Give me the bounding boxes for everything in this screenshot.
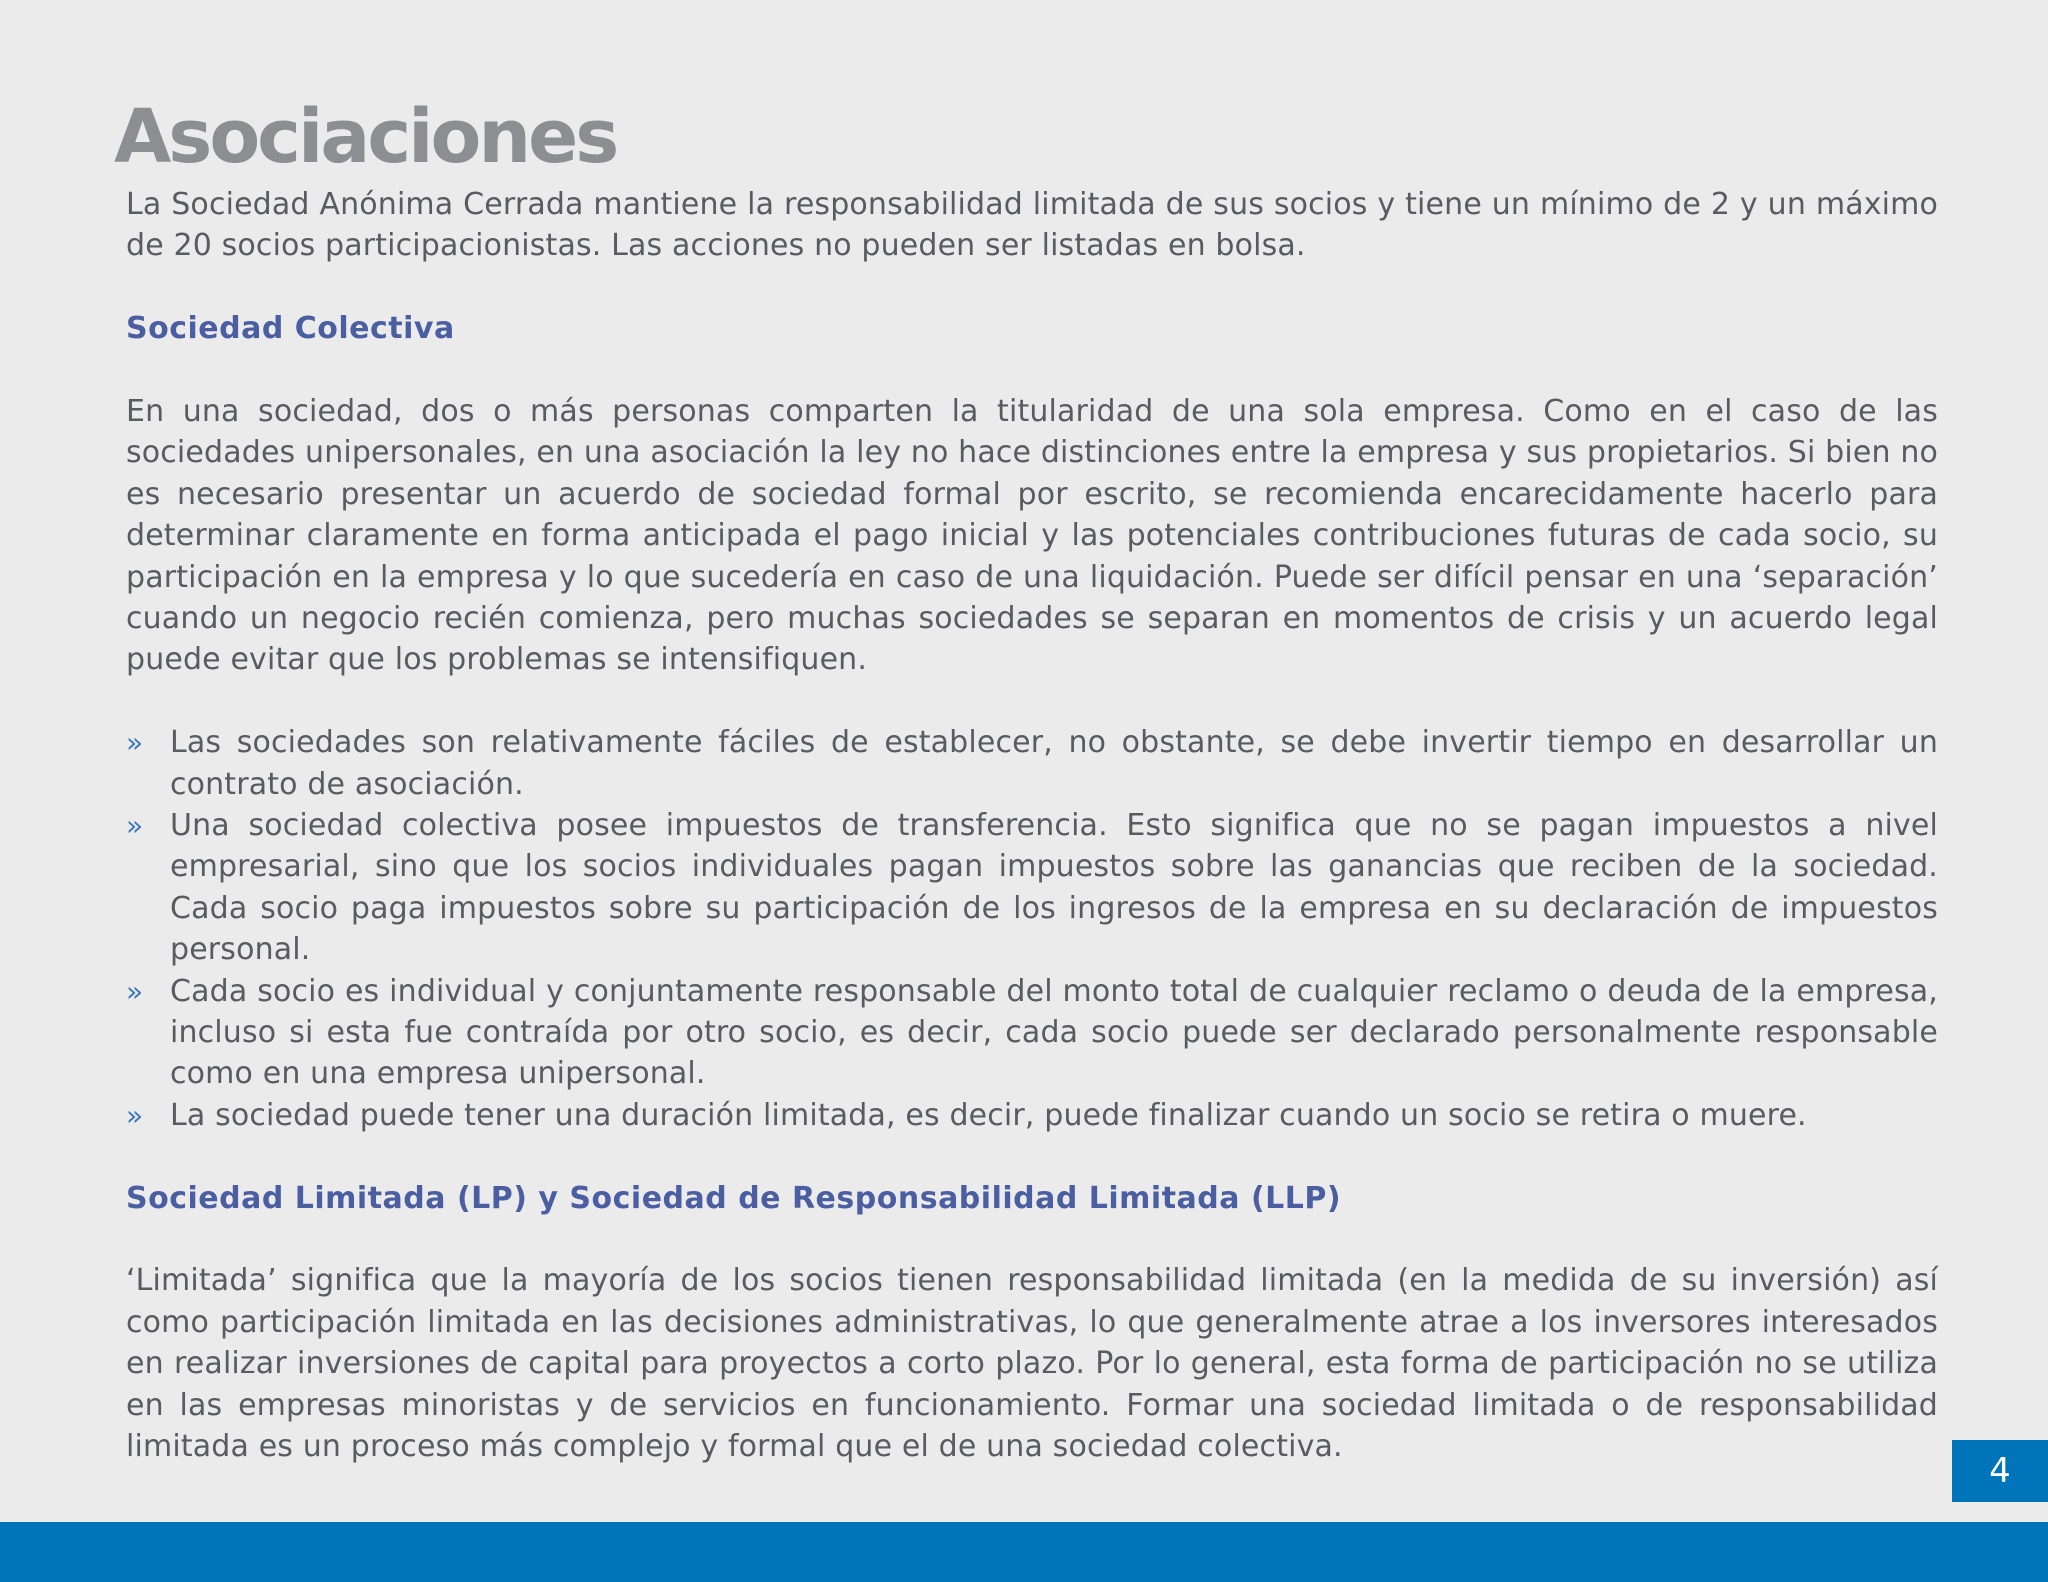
- list-item-text: Las sociedades son relativamente fáciles de establecer, no obstante, se debe invertir tiempo en desarrollar un contrato de asociación.: [170, 725, 1938, 802]
- section-heading-sociedad-colectiva: Sociedad Colectiva: [126, 311, 455, 347]
- list-item: [126, 971, 1938, 1095]
- main-content: [126, 184, 1938, 1468]
- page-number: 4: [1952, 1440, 2048, 1502]
- list-item-text: Una sociedad colectiva posee impuestos de transferencia. Esto significa que no se pagan impuestos a nivel empresarial, sino que los socios individuales pagan impuestos sobre las ganancias que reciben de la sociedad. Cada socio paga impuestos sobre su participación de los ingresos de la empresa en su declaración de impuestos personal.: [170, 808, 1938, 968]
- sociedad-colectiva-paragraph: En una sociedad, dos o más personas comparten la titularidad de una sola empresa. Como en el caso de las sociedades unipersonales, en una asociación la ley no hace distinciones entre la empresa y sus propietarios. Si bien no es necesario presentar un acuerdo de sociedad formal por escrito, se recomienda encarecidamente hacerlo para determinar claramente en forma anticipada el pago inicial y las potenciales contribuciones futuras de cada socio, su participación en la empresa y lo que sucedería en caso de una liquidación. Puede ser difícil pensar en una ‘separación’ cuando un negocio recién comienza, pero muchas sociedades se separan en momentos de crisis y un acuerdo legal puede evitar que los problemas se intensifiquen.: [126, 394, 1938, 678]
- footer-bar: [0, 1522, 2048, 1582]
- section-heading-sociedad-limitada: Sociedad Limitada (LP) y Sociedad de Responsabilidad Limitada (LLP): [126, 1180, 1342, 1216]
- intro-paragraph: La Sociedad Anónima Cerrada mantiene la responsabilidad limitada de sus socios y tiene un mínimo de 2 y un máximo de 20 socios participacionistas. Las acciones no pueden ser listadas en bolsa.: [126, 187, 1938, 264]
- bullet-marker: »: [126, 809, 144, 843]
- list-item-text: La sociedad puede tener una duración limitada, es decir, puede finalizar cuando un socio se retira o muere.: [170, 1097, 1807, 1133]
- list-item: [126, 722, 1938, 805]
- bullet-marker: »: [126, 1098, 144, 1132]
- spacer: [126, 1136, 1938, 1177]
- page-title: Asociaciones: [114, 94, 617, 180]
- list-item-text: Cada socio es individual y conjuntamente responsable del monto total de cualquier reclamo o deuda de la empresa, incluso si esta fue contraída por otro socio, es decir, cada socio puede ser declarado personalmente responsable como en una empresa unipersonal.: [170, 973, 1938, 1092]
- bullet-marker: »: [126, 726, 144, 760]
- spacer: [126, 267, 1938, 308]
- spacer: [126, 681, 1938, 722]
- bullet-marker: »: [126, 974, 144, 1008]
- list-item: [126, 805, 1938, 971]
- spacer: [126, 1219, 1938, 1260]
- sociedad-limitada-paragraph: ‘Limitada’ significa que la mayoría de los socios tienen responsabilidad limitada (en la medida de su inversión) así como participación limitada en las decisiones administrativas, lo que generalmente atrae a los inversores interesados en realizar inversiones de capital para proyectos a corto plazo. Por lo general, esta forma de participación no se utiliza en las empresas minoristas y de servicios en funcionamiento. Formar una sociedad limitada o de responsabilidad limitada es un proceso más complejo y formal que el de una sociedad colectiva.: [126, 1263, 1938, 1465]
- bullet-list: [126, 722, 1938, 1136]
- spacer: [126, 350, 1938, 391]
- list-item: [126, 1095, 1938, 1136]
